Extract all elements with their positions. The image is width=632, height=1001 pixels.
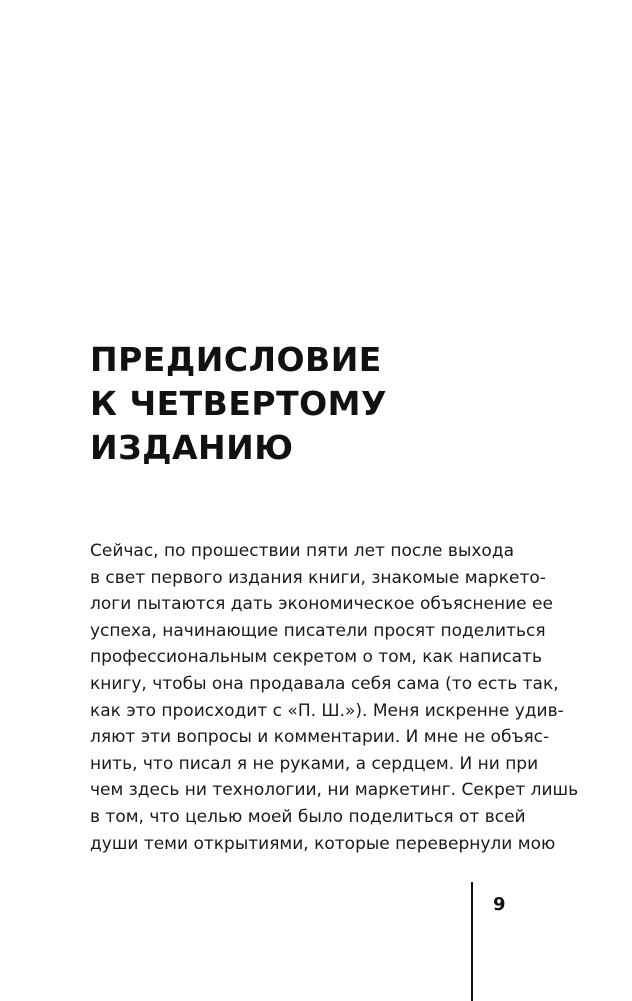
- footer-divider: [471, 882, 473, 1001]
- text-line: профессиональным секретом о том, как написать: [90, 647, 542, 668]
- text-line: успеха, начинающие писатели просят поделиться: [90, 620, 546, 641]
- body-paragraph: [90, 538, 579, 857]
- text-line: в том, что целью моей было поделиться от всей: [90, 806, 526, 827]
- text-line: души теми открытиями, которые перевернули мою: [90, 833, 556, 854]
- page-number: 9: [493, 894, 506, 915]
- text-line: книгу, чтобы она продавала себя сама (то есть так,: [90, 673, 559, 694]
- text-line: ляют эти вопросы и комментарии. И мне не объяс-: [90, 727, 550, 748]
- text-line: нить, что писал я не руками, а сердцем. И ни при: [90, 753, 539, 774]
- text-line: в свет первого издания книги, знакомые маркето-: [90, 567, 546, 588]
- chapter-heading-line: ПРЕДИСЛОВИЕ: [90, 340, 382, 379]
- chapter-heading-line: К ЧЕТВЕРТОМУ: [90, 384, 387, 423]
- text-line: как это происходит с «П. Ш.»). Меня искренне удив-: [90, 700, 564, 721]
- chapter-heading-line: ИЗДАНИЮ: [90, 428, 294, 467]
- text-line: чем здесь ни технологии, ни маркетинг. Секрет лишь: [90, 780, 579, 801]
- chapter-heading: [90, 338, 550, 470]
- text-line: Сейчас, по прошествии пяти лет после выхода: [90, 541, 514, 561]
- text-line: логи пытаются дать экономическое объяснение ее: [90, 594, 553, 615]
